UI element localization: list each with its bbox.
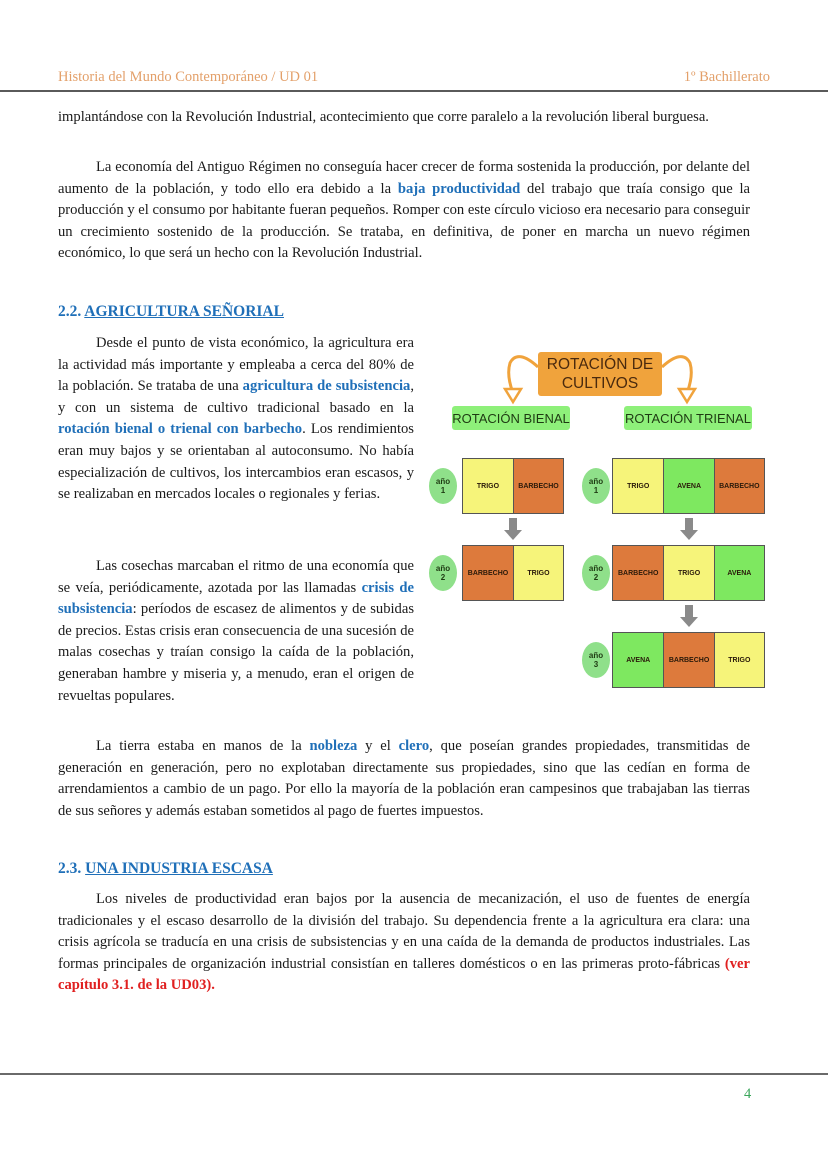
keyword-crisis-subsistencia: crisis de subsistencia [58, 579, 414, 618]
keyword-agricultura-subsistencia: agricultura de subsistencia [242, 378, 411, 395]
keyword-baja-productividad: baja productividad [397, 180, 521, 197]
footer-divider [0, 1073, 828, 1075]
label-rotacion-bienal: ROTACIÓN BIENAL [452, 406, 570, 430]
cell-avena: AVENA [714, 546, 764, 600]
section-heading-2-3: 2.3. UNA INDUSTRIA ESCASA [58, 860, 273, 877]
cell-barbecho: BARBECHO [663, 633, 713, 687]
agricultura-paragraph-2: Las cosechas marcaban el ritmo de una economía que se veía, periódicamente, azotada por las llamadas crisis de subsistencia: períodos de escasez de alimentos y de subidas de precios. Estas crisis eran consecuencia de una sucesión de malas cosechas y traían consigo la caída de la población, generaban hambre y miseria y, a menudo, eran el origen de revueltas populares. [58, 558, 414, 704]
trienal-year-2-row [612, 545, 765, 601]
bienal-year-1-row [462, 458, 564, 514]
bienal-year-2-row [462, 545, 564, 601]
down-arrow-icon [680, 605, 698, 627]
header-course-title: Historia del Mundo Contemporáneo / UD 01 [58, 69, 319, 85]
section-title-agricultura: AGRICULTURA SEÑORIAL [84, 303, 284, 320]
down-arrow-icon [504, 518, 522, 540]
agricultura-paragraph-3: La tierra estaba en manos de la nobleza y el clero, que poseían grandes propiedades, transmitidas de generación en generación, pero no explotaban directamente sus propiedades, sino que las cedían en forma de arrendamientos a cambio de un pago. Por ello la mayoría de la población eran campesinos que trabajaban las tierras de sus señores y además estaban sometidos al pago de fuertes impuestos. [58, 738, 750, 819]
year-badge: año 3 [582, 642, 610, 678]
header-level: 1º Bachillerato [683, 69, 770, 85]
trienal-year-3-row [612, 632, 765, 688]
cell-barbecho: BARBECHO [463, 546, 513, 600]
cell-trigo: TRIGO [714, 633, 764, 687]
page-number: 4 [744, 1086, 752, 1102]
cell-trigo: TRIGO [513, 546, 563, 600]
intro-paragraph-1: implantándose con la Revolución Industrial, acontecimiento que corre paralelo a la revolución liberal burguesa. [58, 109, 709, 125]
down-arrow-icon [680, 518, 698, 540]
section-title-industria: UNA INDUSTRIA ESCASA [85, 860, 273, 877]
cell-avena: AVENA [663, 459, 713, 513]
label-rotacion-trienal: ROTACIÓN TRIENAL [624, 406, 752, 430]
cross-reference-ud03: (ver capítulo 3.1. de la UD03). [58, 955, 750, 994]
cell-barbecho: BARBECHO [613, 546, 663, 600]
keyword-rotacion: rotación bienal o trienal con barbecho [58, 421, 303, 438]
cell-trigo: TRIGO [663, 546, 713, 600]
rotation-title-box: ROTACIÓN DE CULTIVOS [538, 352, 662, 396]
year-badge: año 1 [582, 468, 610, 504]
keyword-clero: clero [398, 738, 430, 754]
cell-avena: AVENA [613, 633, 663, 687]
trienal-year-1-row [612, 458, 765, 514]
year-badge: año 2 [582, 555, 610, 591]
section-heading-2-2: 2.2. AGRICULTURA SEÑORIAL [58, 303, 284, 320]
page-header [58, 69, 770, 89]
cell-trigo: TRIGO [463, 459, 513, 513]
industria-paragraph-1: Los niveles de productividad eran bajos por la ausencia de mecanización, el uso de fuentes de energía tradicionales y el escaso desarrollo de la división del trabajo. Su dependencia frente a la agricultura era clara: una crisis agrícola se traducía en una crisis de subsistencias y en una caída de la demanda de productos industriales. Las formas principales de organización industrial consistían en talleres domésticos o en las primeras proto-fábricas (ver capítulo 3.1. de la UD03). [58, 891, 750, 994]
cell-barbecho: BARBECHO [714, 459, 764, 513]
cell-trigo: TRIGO [613, 459, 663, 513]
year-badge: año 2 [429, 555, 457, 591]
header-divider [0, 90, 828, 92]
agricultura-paragraph-1: Desde el punto de vista económico, la agricultura era la actividad más importante y empleaba a cerca del 80% de la población. Se trataba de una agricultura de subsistencia, y con un sistema de cultivo tradicional basado en la rotación bienal o trienal con barbecho. Los rendimientos eran muy bajos y se orientaban al autoconsumo. No había especialización de cultivos, los intercambios eran escasos, y se realizaban en mercados locales o regionales y ferias. [58, 335, 414, 503]
year-badge: año 1 [429, 468, 457, 504]
cell-barbecho: BARBECHO [513, 459, 563, 513]
crop-rotation-diagram [425, 345, 775, 695]
intro-paragraph-2: La economía del Antiguo Régimen no conseguía hacer crecer de forma sostenida la producción, por delante del aumento de la población, y todo ello era debido a la baja productividad del trabajo que traía consigo que la producción y el consumo por habitante fueran pequeños. Romper con este círculo vicioso era necesario para conseguir un crecimiento sostenido de la producción. Se trataba, en definitiva, de poner en marcha un nuevo régimen económico, lo que será un hecho con la Revolución Industrial. [58, 159, 750, 262]
keyword-nobleza: nobleza [309, 738, 358, 754]
